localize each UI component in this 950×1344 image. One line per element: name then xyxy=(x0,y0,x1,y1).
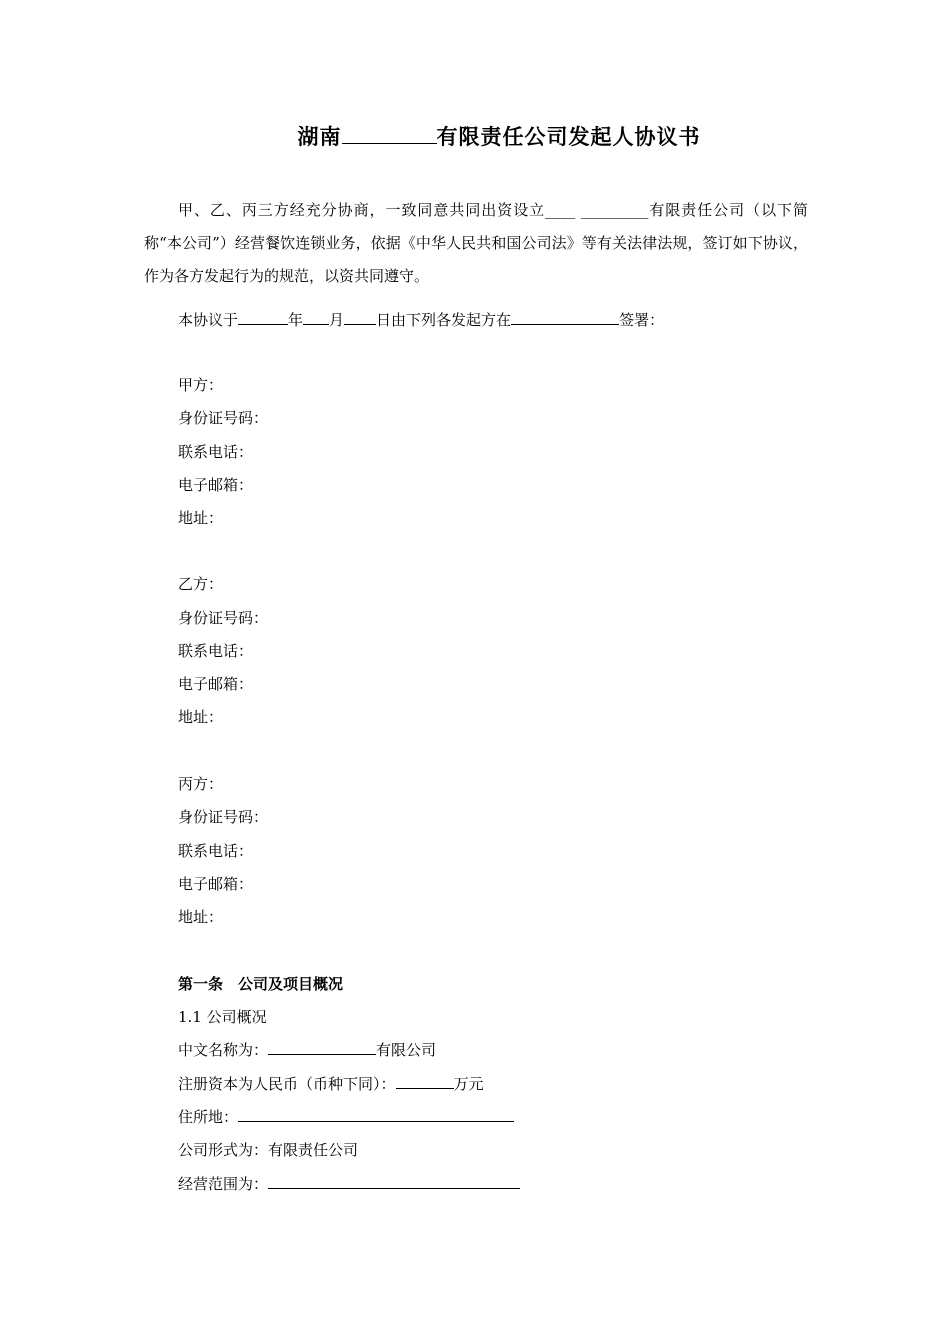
party-b-address: 地址： xyxy=(178,708,224,726)
party-a-phone: 联系电话： xyxy=(178,443,254,461)
party-c-phone: 联系电话： xyxy=(178,842,254,860)
business-scope-blank xyxy=(268,1174,520,1189)
signing-text-c: 月 xyxy=(329,311,345,329)
signing-line xyxy=(178,309,664,331)
party-c-name: 丙方： xyxy=(178,775,224,793)
party-b-email: 电子邮箱： xyxy=(178,675,254,693)
signing-text-e: 签署： xyxy=(619,311,665,329)
signing-text-b: 年 xyxy=(288,311,304,329)
capital-label: 注册资本为人民币（币种下同）： xyxy=(178,1075,396,1093)
party-a-email: 电子邮箱： xyxy=(178,476,254,494)
chinese-name-blank xyxy=(268,1040,376,1055)
domicile-line xyxy=(178,1106,514,1128)
party-c-address: 地址： xyxy=(178,908,224,926)
year-blank xyxy=(238,310,288,325)
document-title xyxy=(0,121,950,151)
signing-text-d: 日由下列各发起方在 xyxy=(376,311,512,329)
chinese-name-line xyxy=(178,1039,436,1061)
company-form-line: 公司形式为：有限责任公司 xyxy=(178,1141,359,1159)
party-c-id: 身份证号码： xyxy=(178,808,269,826)
month-blank xyxy=(303,310,329,325)
business-scope-label: 经营范围为： xyxy=(178,1175,269,1193)
title-suffix: 有限责任公司发起人协议书 xyxy=(436,125,701,149)
domicile-label: 住所地： xyxy=(178,1108,239,1126)
capital-line xyxy=(178,1073,484,1095)
intro-paragraph: 甲、乙、丙三方经充分协商，一致同意共同出资设立____ _________有限责任公司（以下简称“本公司”）经营餐饮连锁业务，依据《中华人民共和国公司法》等有关法律法规，签订如下协议，作为各方发起行为的规范，以资共同遵守。 xyxy=(144,201,808,285)
party-b-id: 身份证号码： xyxy=(178,609,269,627)
party-c-email: 电子邮箱： xyxy=(178,875,254,893)
title-blank xyxy=(342,129,437,144)
party-b-name: 乙方： xyxy=(178,575,224,593)
party-b-phone: 联系电话： xyxy=(178,642,254,660)
capital-blank xyxy=(396,1074,454,1089)
title-prefix: 湖南 xyxy=(297,125,342,149)
business-scope-line xyxy=(178,1173,520,1195)
place-blank xyxy=(511,310,619,325)
chinese-name-label: 中文名称为： xyxy=(178,1041,269,1059)
party-a-name: 甲方： xyxy=(178,376,224,394)
section-1-1-heading: 1.1 公司概况 xyxy=(178,1008,267,1026)
party-a-address: 地址： xyxy=(178,509,224,527)
signing-text-a: 本协议于 xyxy=(178,311,239,329)
article-1-heading: 第一条 公司及项目概况 xyxy=(178,975,344,993)
capital-suffix: 万元 xyxy=(453,1075,484,1093)
domicile-blank xyxy=(238,1107,514,1122)
chinese-name-suffix: 有限公司 xyxy=(376,1041,437,1059)
day-blank xyxy=(344,310,376,325)
party-a-id: 身份证号码： xyxy=(178,409,269,427)
